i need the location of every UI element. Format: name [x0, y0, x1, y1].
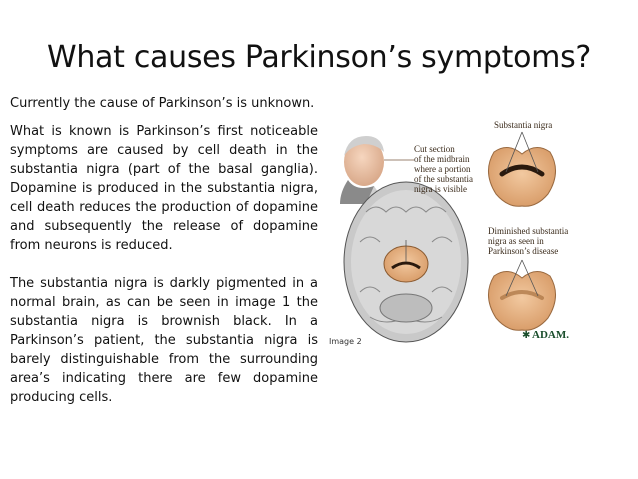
paragraph-pigment: The substantia nigra is darkly pigmented in a normal brain, as can be seen in image 1 the substantia nigra is brownish black. In a Parkinson’s patient, the substantia nigra is barely distinguishable from the surrounding area’s indicating there are few dopamine producing cells. [10, 276, 318, 405]
figure-caption: Image 2 [329, 337, 362, 346]
brain-diagram-svg [326, 112, 600, 346]
diminished-nigra-label: Diminished substantia nigra as seen in Parkinson’s disease [488, 226, 569, 256]
paragraph-cause: What is known is Parkinson’s first noticeable symptoms are caused by cell death in the substantia nigra (part of the basal ganglia). Dopamine is produced in the substantia nigra, cell death reduces the production of dopamine and subsequently the release of dopamine from neurons is reduced. [10, 124, 318, 253]
brain-section-illustration [344, 182, 468, 342]
slide-title: What causes Parkinson’s symptoms? [46, 40, 592, 75]
body-text [10, 122, 318, 426]
brain-illustration [326, 112, 600, 346]
adam-star-icon: ✱ [522, 330, 531, 341]
normal-midbrain-illustration [488, 132, 555, 206]
normal-nigra-label: Substantia nigra [494, 120, 553, 130]
intro-text: Currently the cause of Parkinson’s is unknown. [10, 96, 315, 111]
diminished-midbrain-illustration [488, 260, 555, 330]
cut-section-label: Cut section of the midbrain where a portion of the substantia nigra is visible [414, 144, 473, 194]
adam-logo: ADAM. [532, 329, 569, 341]
